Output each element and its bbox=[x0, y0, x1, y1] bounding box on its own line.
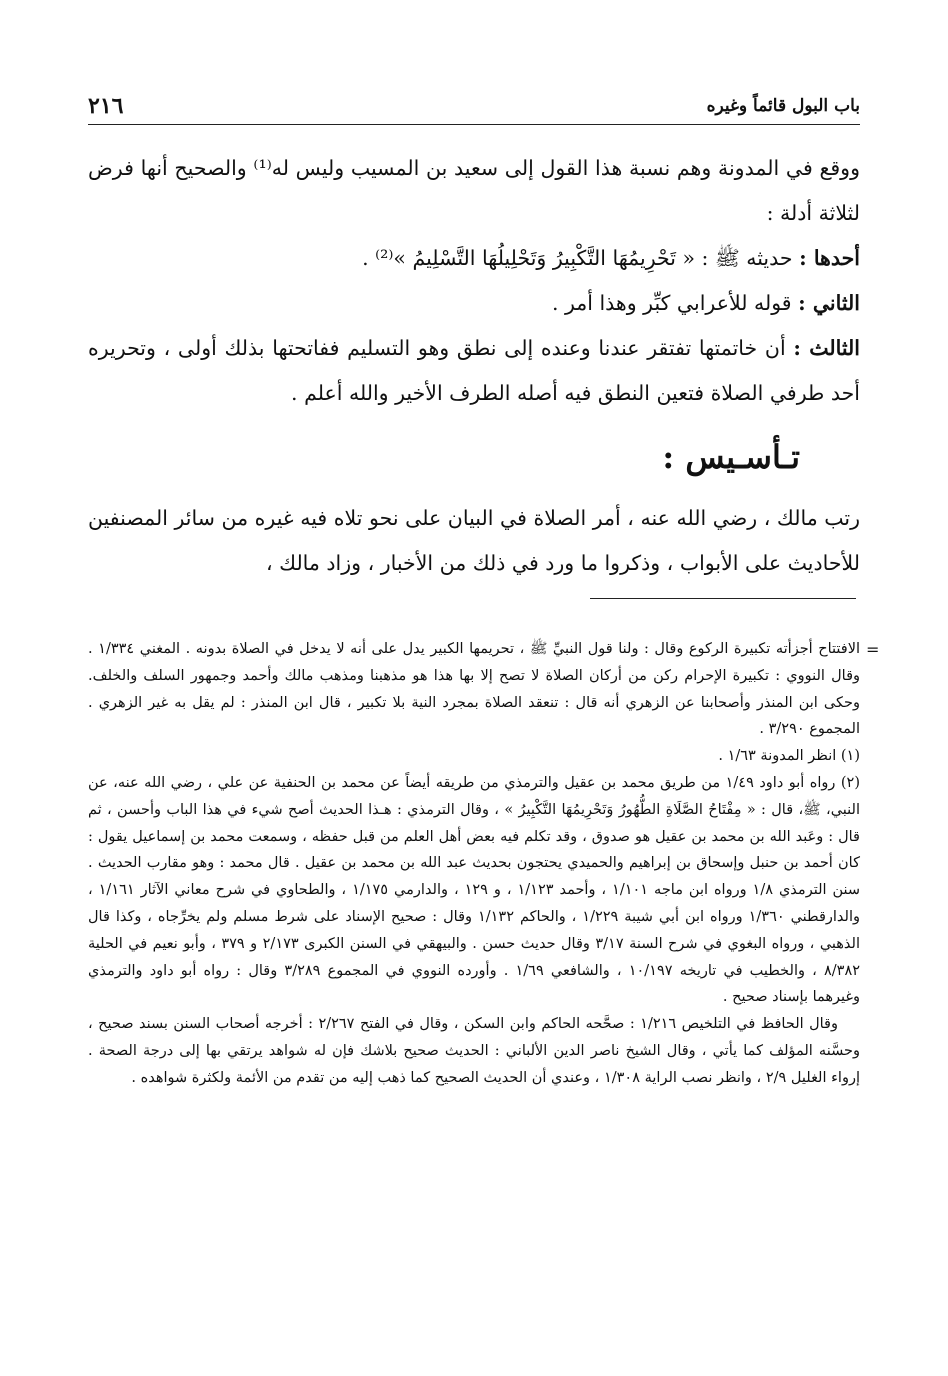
proof-text: قوله للأعرابي كبِّر وهذا أمر . bbox=[551, 291, 792, 315]
footnote-separator bbox=[590, 598, 856, 599]
proof-label: أحدها : bbox=[799, 246, 860, 270]
proof-second bbox=[88, 281, 860, 326]
main-body bbox=[88, 146, 860, 416]
proof-label: الثاني : bbox=[798, 291, 860, 315]
chapter-title: باب البول قائماً وغيره bbox=[706, 96, 860, 116]
proof-text: حديثه ﷺ : « تَحْرِيمُهَا التَّكْبِيرُ وَتَحْلِيلُهَا التَّسْلِيمُ »⁽²⁾ . bbox=[362, 246, 793, 270]
proof-third bbox=[88, 326, 860, 416]
proof-label: الثالث : bbox=[793, 336, 860, 360]
footnote-1: (١) انظر المدونة ١/٦٣ . bbox=[718, 748, 860, 765]
continuation-mark: = bbox=[866, 640, 880, 659]
intro-paragraph: ووقع في المدونة وهم نسبة هذا القول إلى سعيد بن المسيب وليس له⁽¹⁾ والصحيح أنها فرض لثلاثة أدلة : bbox=[88, 156, 860, 225]
footnote-2-continued: وقال الحافظ في التلخيص ١/٢١٦ : صحَّحه الحاكم وابن السكن ، وقال في الفتح ٢/٢٦٧ : أخرجه أصحاب السنن بسند صحيح ، وحسَّنه المؤلف كما يأتي ، وقال الشيخ ناصر الدين الألباني : الحديث صحيح بلاشك فإن له شواهد يرتقي بها إلى درجة الصحة . إرواء الغليل ٢/٩ ، وانظر نصب الراية ١/٣٠٨ ، وعندي أن الحديث الصحيح كما ذهب إليه من تقدم من الأئمة ولكثرة شواهده . bbox=[88, 1016, 860, 1086]
proof-text: أن خاتمتها تفتقر عندنا وعنده إلى نطق وهو التسليم ففاتحتها بذلك أولى ، وتحريره أحد طرفي الصلاة فتعين النطق فيه أصله الطرف الأخير والله أعلم . bbox=[88, 336, 860, 405]
page-number: ٢١٦ bbox=[88, 93, 124, 119]
footnote-2: (٢) رواه أبو داود ١/٤٩ من طريق محمد بن عقيل والترمذي من طريقه أيضاً عن محمد بن الحنفية عن علي ، رضي الله عنه، عن النبي، ﷺ، قال : « مِفْتَاحُ الصَّلَاةِ الطُّهُورُ وَتَحْرِيمُهَا التَّكْبِيرُ » ، وقال الترمذي : هـذا الحديث أصح شيء في هذا الباب وأحسن ، ثم قال : وعَبد الله بن محمد بن عقيل هو صدوق ، وقد تكلم فيه بعض أهل العلم من قبل حفظه ، وسمعت محمد بن إسماعيل يقول : كان أحمد بن حنبل وإسحاق بن إبراهيم والحميدي يحتجون بحديث عبد الله بن محمد بن عقيل . قال محمد : وهو مقارب الحديث . سنن الترمذي ١/٨ ورواه ابن ماجه ١/١٠١ ، وأحمد ١/١٢٣ ، و ١٢٩ ، والدارمي ١/١٧٥ ، والطحاوي في شرح معاني الآثار ١/١٦١ ، والدارقطني ١/٣٦٠ ورواه ابن أبي شيبة ١/٢٢٩ ، والحاكم ١/١٣٢ وقال : صحيح الإسناد على شرط مسلم ولم يخرِّجاه ، وكذا قال الذهبي ، ورواه البغوي في شرح السنة ٣/١٧ وقال حديث حسن . والبيهقي في السنن الكبرى ٢/١٧٣ و ٣٧٩ ، وأبو نعيم في الحلية ٨/٣٨٢ ، والخطيب في تاريخه ١٠/١٩٧ ، والشافعي ١/٦٩ . وأورده النووي في المجموع ٣/٢٨٩ وقال : رواه أبو داود والترمذي وغيرهما بإسناد صحيح . bbox=[88, 774, 861, 1006]
footnotes bbox=[88, 636, 860, 1092]
page-header bbox=[88, 88, 860, 125]
proof-first bbox=[88, 236, 860, 281]
footnote-continuation: الافتتاح أجزأته تكبيرة الركوع وقال : ولنا قول النبيِّ ﷺ ، تحريمها الكبير يدل على أنه لا يدخل في الصلاة بدونه . المغني ١/٣٣٤ . وقال النووي : تكبيرة الإحرام ركن من أركان الصلاة لا تصح إلا بها هذا هو مذهبنا ومذهب مالك وأحمد وجمهور السلف والخلف. وحكى ابن المنذر وأصحابنا عن الزهري أنه قال : تنعقد الصلاة بمجرد النية بلا تكبير ، قال ابن المنذر : لم يقل به غير الزهري . المجموع ٣/٢٩٠ . bbox=[88, 641, 861, 738]
section-heading: تـأسـيس : bbox=[662, 438, 800, 476]
section-paragraph: رتب مالك ، رضي الله عنه ، أمر الصلاة في البيان على نحو تلاه فيه غيره من سائر المصنفين للأحاديث على الأبواب ، وذكروا ما ورد في ذلك من الأخبار ، وزاد مالك ، bbox=[88, 506, 860, 575]
